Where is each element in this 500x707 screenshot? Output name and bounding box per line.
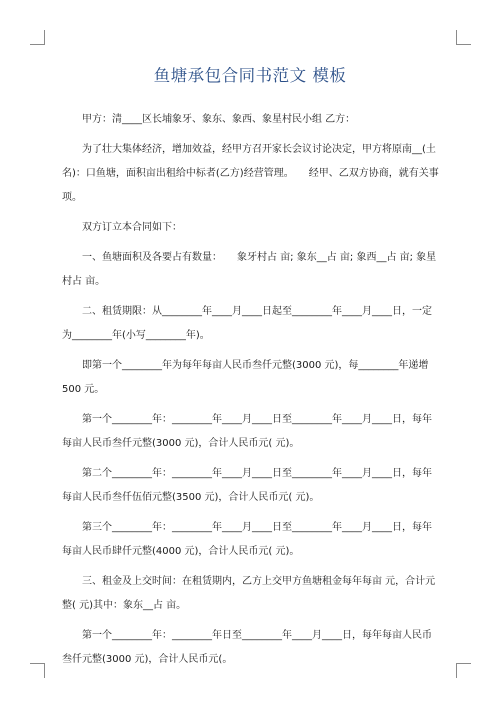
period-one-paragraph: 第一个________年：________年____月____日至________年____月____日，每年每亩人民币叁仟元整(3000 元)，合计人民币元( 元)。	[62, 414, 432, 449]
clause-area: 一、鱼塘面积及各要占有数量： 象牙村占 亩; 象东__占 亩; 象西__占 亩; 象星村占 亩。	[62, 252, 437, 287]
document-body	[62, 108, 440, 672]
crop-mark-bottom-left	[30, 663, 45, 678]
clause-term: 二、租赁期限：从________年____月____日起至________年____月____日，一定为________年(小写________年)。	[62, 306, 432, 341]
period-three-paragraph: 第三个________年：________年____月____日至________年____月____日，每年每亩人民币肆仟元整(4000 元)，合计人民币元( 元)。	[62, 522, 432, 557]
crop-mark-top-right	[456, 30, 471, 45]
document-title: 鱼塘承包合同书范文 模板	[153, 66, 347, 85]
crop-mark-top-left	[30, 30, 45, 45]
clause-rent-payment: 三、租金及上交时间：在租赁期内，乙方上交甲方鱼塘租金每年每亩 元，合计元整( 元)其中：象东__占 亩。	[62, 576, 436, 611]
payment-period-one-paragraph: 第一个________年：________年日至________年____月____日，每年每亩人民币叁仟元整(3000 元)，合计人民币元(。	[62, 630, 432, 665]
preamble-paragraph: 为了壮大集体经济，增加效益，经甲方召开家长会议讨论决定，甲方将原南__(土名)：口鱼塘，面积亩出租给中标者(乙方)经营管理。 经甲、乙双方协商，就有关事项。	[62, 144, 439, 203]
crop-mark-bottom-right	[456, 663, 471, 678]
party-line: 甲方：清____区长埔象牙、象东、象西、象星村民小组 乙方：	[82, 114, 356, 125]
rent-increment-paragraph: 即第一个________年为每年每亩人民币叁仟元整(3000 元)，每________年递增 500 元。	[62, 360, 429, 395]
agreement-intro: 双方订立本合同如下：	[82, 222, 182, 233]
period-two-paragraph: 第二个________年：________年____月____日至________年____月____日，每年每亩人民币叁仟伍佰元整(3500 元)，合计人民币元( 元)。	[62, 468, 432, 503]
